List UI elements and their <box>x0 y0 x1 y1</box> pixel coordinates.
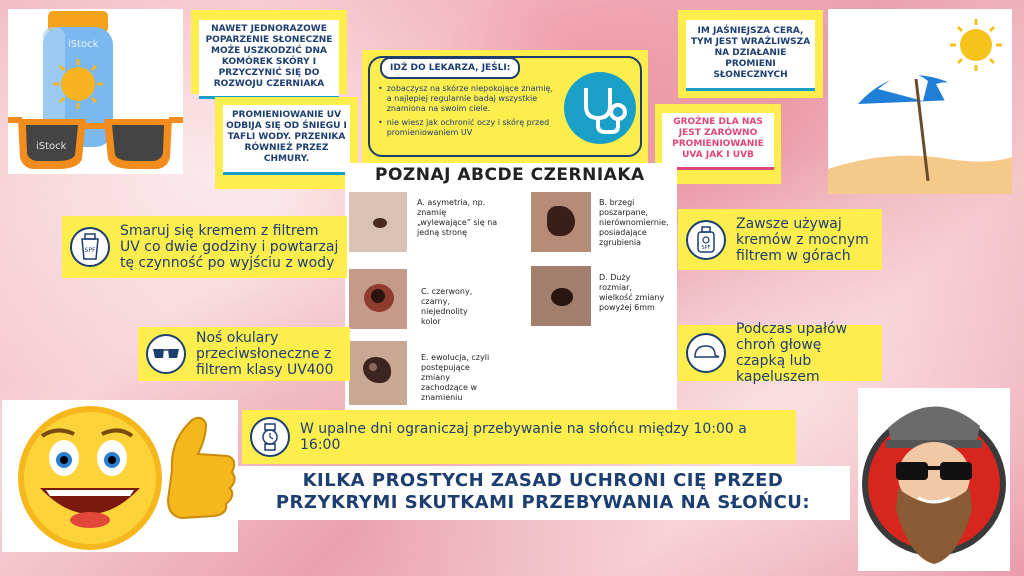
watch-icon <box>250 417 290 457</box>
abcde-title: POZNAJ ABCDE CZERNIAKA <box>375 165 645 185</box>
tip-hat-text: Podczas upałów chroń głowę czapką lub kapeluszem <box>736 321 848 385</box>
pale-skin-note <box>678 10 823 98</box>
doctor-advice-box <box>362 50 648 163</box>
sunglasses-icon <box>146 334 186 374</box>
melanoma-photo-e <box>349 341 407 405</box>
tip-sunscreen <box>62 216 347 278</box>
svg-text:SPF: SPF <box>701 244 711 251</box>
abcde-b-text: B. brzegi poszarpane, nierównomiernie, posiadające zgrubienia <box>599 198 669 247</box>
istock-watermark: iStock <box>36 141 67 152</box>
melanoma-photo-c <box>349 269 407 329</box>
abcde-a-text: A. asymetria, np. znamię „wylewające” się na jedną stronę <box>417 198 498 237</box>
uv-reflection-note <box>215 97 358 189</box>
tip-hours <box>242 410 796 464</box>
cap-icon <box>686 333 726 373</box>
sunburn-note-text: NAWET JEDNORAZOWE POPARZENIE SŁONECZNE MOŻE USZKODZIĆ DNA KOMÓREK SKÓRY I PRZYCZYNIĆ SIĘ DO ROZWOJU CZERNIAKA <box>205 24 333 89</box>
tip-hours-text: W upalne dni ograniczaj przebywanie na słońcu między 10:00 a 16:00 <box>300 421 747 453</box>
uv-reflection-note-text: PROMIENIOWANIE UV ODBIJA SIĘ OD ŚNIEGU I TAFLI WODY. PRZENIKA RÓWNIEŻ PRZEZ CHMURY. <box>226 110 347 164</box>
melanoma-photo-a <box>349 192 407 252</box>
stethoscope-icon <box>564 72 636 144</box>
uva-uvb-note-text: GROŹNE DLA NAS JEST ZARÓWNO PROMIENIOWANIE UVA JAK I UVB <box>672 117 764 160</box>
istock-watermark: iStock <box>68 39 99 50</box>
abcde-e-text: E. ewolucja, czyli postępujące zmiany zachodzące w znamieniu <box>421 353 490 402</box>
doctor-advice-title: IDŹ DO LEKARZA, JEŚLI: <box>380 57 520 79</box>
doctor-advice-item: • nie wiesz jak ochronić oczy i skórę przed promieniowaniem UV <box>378 118 550 137</box>
bearded-man-avatar-image <box>858 388 1010 571</box>
footer-heading-line1: KILKA PROSTYCH ZASAD UCHRONI CIĘ PRZED <box>302 470 784 491</box>
tip-mountains <box>678 209 882 270</box>
abcde-d-text: D. Duży rozmiar, wielkość zmiany powyżej 6mm <box>599 273 665 312</box>
tip-sunglasses <box>138 327 350 381</box>
sunscreen-tube-icon <box>70 227 110 267</box>
thumbs-up-emoji-image <box>2 400 238 552</box>
sunscreen-bottle-icon <box>686 220 726 260</box>
melanoma-photo-d <box>531 266 591 326</box>
tip-hat <box>678 321 882 385</box>
tip-mountains-text: Zawsze używaj kremów z mocnym filtrem w górach <box>736 215 869 264</box>
tip-sunscreen-text: Smaruj się kremem z filtrem UV co dwie godziny i powtarzaj tę czynność po wyjściu z wody <box>120 223 339 271</box>
sunburn-note <box>191 10 347 94</box>
melanoma-photo-b <box>531 192 591 252</box>
footer-heading <box>236 466 850 520</box>
sunscreen-sunglasses-image <box>8 9 183 174</box>
abcde-melanoma-section <box>345 163 677 410</box>
svg-text:SPF: SPF <box>84 247 96 254</box>
pale-skin-note-text: IM JAŚNIEJSZA CERA, TYM JEST WRAŻLIWSZA NA DZIAŁANIE PROMIENI SŁONECZNYCH <box>690 26 811 80</box>
doctor-advice-item: • zobaczysz na skórze niepokojące znamię, a najlepiej regularnie badaj wszystkie znamiona na swoim ciele. <box>378 84 553 113</box>
beach-umbrella-image <box>828 9 1012 194</box>
tip-sunglasses-text: Noś okulary przeciwsłoneczne z filtrem klasy UV400 <box>196 330 334 378</box>
abcde-c-text: C. czerwony, czarny, niejednolity kolor <box>421 287 473 326</box>
footer-heading-line2: PRZYKRYMI SKUTKAMI PRZEBYWANIA NA SŁOŃCU: <box>275 492 811 513</box>
